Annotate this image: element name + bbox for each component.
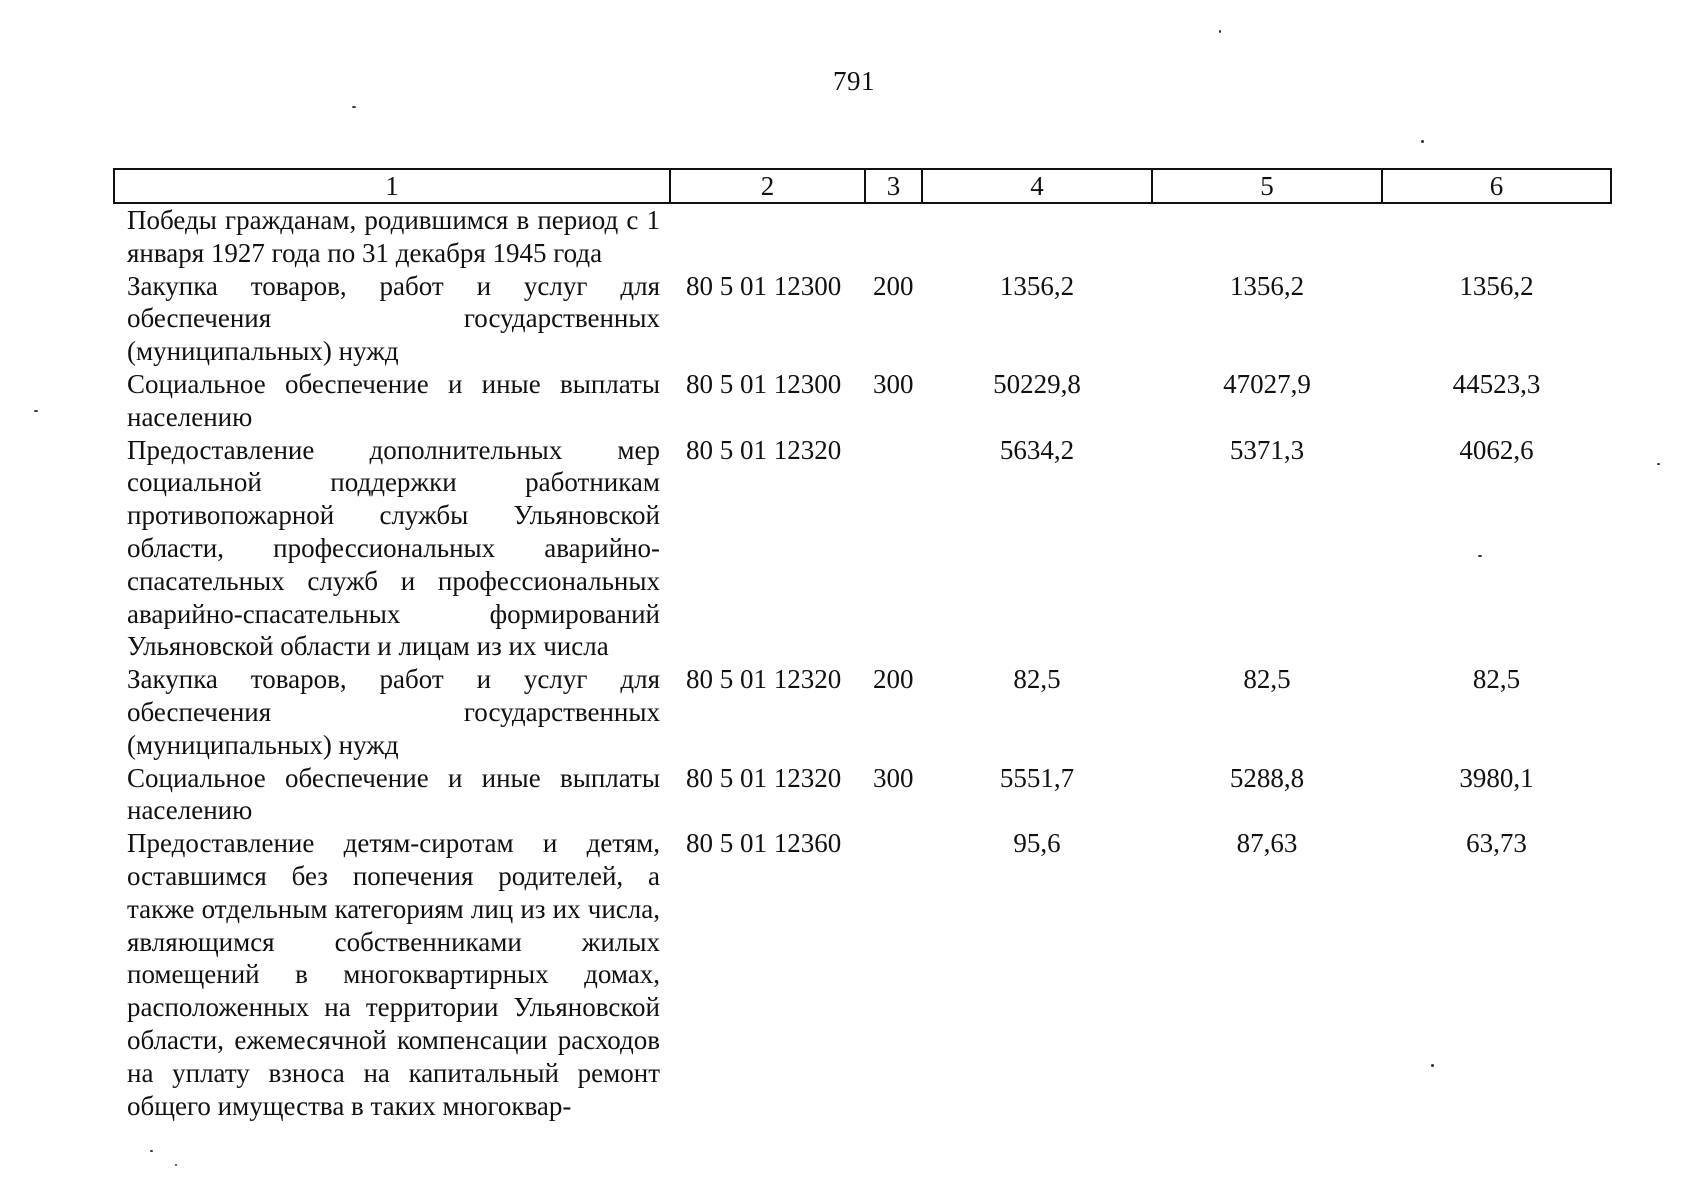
- table-row: [114, 663, 1611, 761]
- budget-table: [113, 168, 1612, 1122]
- header-col-3: 3: [865, 169, 922, 203]
- row-value-col6: [1382, 203, 1611, 270]
- row-name: Предоставление детям-сиротам и детям, оставшимся без попечения родителей, а также отдельным категориям лиц из их числа, являющимся собственниками жилых помещений в многоквартирных домах, расположенных на территории Ульяновской области, ежемесячной компенсации расходов на уплату взноса на капитальный ремонт общего имущества в таких многоквар-: [127, 828, 660, 1121]
- row-value-col4: 95,6: [1013, 828, 1061, 859]
- scan-speck: [175, 1164, 177, 1166]
- row-expense-type: 300: [873, 368, 914, 399]
- row-code: 80 5 01 12320: [686, 664, 842, 695]
- row-code: [670, 203, 865, 270]
- row-value-col6: 82,5: [1472, 664, 1521, 695]
- scan-speck: [34, 410, 38, 412]
- header-col-2: 2: [670, 169, 865, 203]
- table-row: [114, 270, 1611, 368]
- header-col-1: 1: [114, 169, 670, 203]
- header-col-5: 5: [1152, 169, 1382, 203]
- row-value-col5: 5288,8: [1229, 762, 1305, 793]
- row-value-col4: 50229,8: [993, 368, 1081, 399]
- row-value-col6: 1356,2: [1459, 270, 1534, 301]
- row-code: 80 5 01 12300: [686, 368, 842, 399]
- row-name: Закупка товаров, работ и услуг для обеспечения государственных (муниципальных) нужд: [127, 664, 660, 760]
- row-expense-type: [865, 827, 922, 1122]
- row-value-col6: 44523,3: [1452, 368, 1541, 399]
- table-row: [114, 368, 1611, 434]
- row-name: Закупка товаров, работ и услуг для обеспечения государственных (муниципальных) нужд: [127, 270, 660, 367]
- row-value-col6: 63,73: [1466, 828, 1527, 859]
- row-expense-type: 300: [873, 762, 914, 793]
- row-value-col6: 3980,1: [1459, 762, 1534, 793]
- row-value-col4: 5634,2: [999, 434, 1075, 465]
- row-code: 80 5 01 12320: [686, 762, 842, 793]
- row-value-col5: [1152, 203, 1382, 270]
- row-expense-type: [865, 434, 922, 664]
- row-code: 80 5 01 12360: [686, 828, 842, 859]
- table-row: [114, 762, 1611, 828]
- row-value-col5: 82,5: [1243, 664, 1291, 695]
- row-expense-type: 200: [873, 664, 914, 695]
- row-value-col4: 1356,2: [999, 270, 1075, 301]
- row-name: Социальное обеспечение и иные выплаты населению: [127, 368, 660, 432]
- table-row: [114, 434, 1611, 664]
- header-col-6: 6: [1382, 169, 1611, 203]
- row-value-col4: 82,5: [1013, 664, 1061, 695]
- page-number: 791: [833, 66, 875, 96]
- header-row: [114, 169, 1611, 203]
- row-value-col5: 5371,3: [1229, 434, 1305, 465]
- scan-speck: [352, 106, 356, 108]
- row-value-col4: 5551,7: [999, 762, 1075, 793]
- row-value-col5: 1356,2: [1229, 270, 1305, 301]
- row-expense-type: 200: [873, 270, 914, 301]
- header-col-4: 4: [922, 169, 1152, 203]
- row-code: 80 5 01 12300: [686, 270, 842, 301]
- row-value-col4: [922, 203, 1152, 270]
- scan-speck: [1421, 140, 1424, 143]
- row-value-col6: 4062,6: [1459, 434, 1534, 465]
- scan-speck: [1657, 463, 1660, 465]
- scan-speck: [1431, 1064, 1434, 1067]
- scan-speck: [1219, 30, 1221, 33]
- table-body: [114, 203, 1611, 1122]
- row-name: Предоставление дополнительных мер социальной поддержки работникам противопожарной службы Ульяновской области, профессиональных аварийно-спасательных служб и профессиональных аварийно-спасательных формирований Ульяновской области и лицам из их числа: [127, 434, 660, 662]
- table-header: [114, 169, 1611, 203]
- row-name: Победы гражданам, родившимся в период с 1 января 1927 года по 31 декабря 1945 года: [127, 205, 660, 268]
- row-value-col5: 87,63: [1236, 828, 1298, 859]
- row-name: Социальное обеспечение и иные выплаты населению: [127, 762, 660, 826]
- row-code: 80 5 01 12320: [686, 434, 842, 465]
- scan-speck: [150, 1150, 153, 1152]
- scan-speck: [1478, 555, 1482, 557]
- row-expense-type: [865, 203, 922, 270]
- row-value-col5: 47027,9: [1223, 368, 1311, 399]
- table-row: [114, 203, 1611, 270]
- table-row: [114, 827, 1611, 1122]
